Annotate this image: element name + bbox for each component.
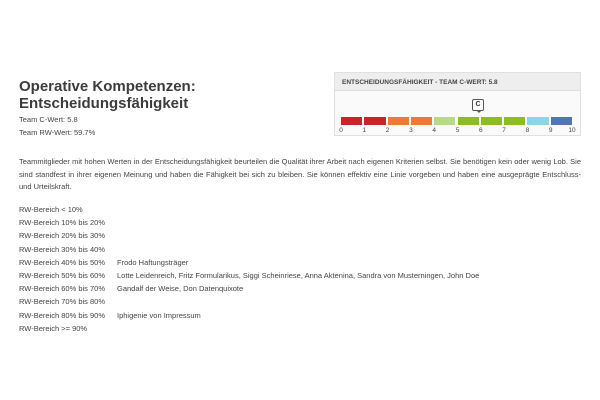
scale-segment: [388, 117, 409, 125]
scale-tick-label: 7: [502, 127, 506, 134]
scale-segment: [458, 117, 479, 125]
scale-tick-label: 10: [568, 127, 576, 134]
range-members: Iphigenie von Impressum: [117, 310, 201, 320]
scale-segment: [481, 117, 502, 125]
team-c-marker-icon: C: [472, 99, 484, 111]
scale-tick-label: 0: [339, 127, 343, 134]
scale-segment: [341, 117, 362, 125]
scale-segment: [527, 117, 548, 125]
range-label: RW-Bereich < 10%: [19, 205, 83, 214]
range-label: RW-Bereich 60% bis 70%: [19, 284, 106, 294]
c-value-scale: [334, 72, 581, 136]
range-label: RW-Bereich 50% bis 60%: [19, 270, 106, 280]
range-members: Frodo Haftungsträger: [117, 257, 189, 267]
range-label: RW-Bereich 80% bis 90%: [19, 310, 106, 320]
scale-tick-label: 6: [478, 127, 483, 134]
scale-segment: [411, 117, 432, 125]
title-line-1: Operative Kompetenzen:: [19, 78, 196, 95]
title-line-2: Entscheidungsfähigkeit: [19, 95, 189, 112]
scale-tick-label: 4: [432, 127, 436, 134]
range-members: Lotte Leidenreich, Fritz Formularikus, Siggi Scheinriese, Anna Aktenina, Sandra von Musterningen, John Doe: [117, 270, 480, 280]
team-values: [19, 114, 95, 139]
range-label: RW-Bereich >= 90%: [19, 323, 88, 333]
scale-tick-label: 5: [455, 127, 460, 134]
range-label: RW-Bereich 70% bis 80%: [19, 297, 106, 307]
range-members: Gandalf der Weise, Don Datenquixote: [117, 284, 244, 294]
scale-segments: [341, 117, 574, 125]
team-c-value: Team C-Wert: 5.8: [19, 115, 78, 124]
scale-tick-label: 3: [409, 127, 413, 134]
scale-tick-label: 1: [362, 127, 367, 134]
scale-tick-label: 9: [548, 127, 553, 134]
scale-segment: [551, 117, 572, 125]
scale-title: ENTSCHEIDUNGSFÄHIGKEIT - TEAM C-WERT: 5.8: [335, 73, 580, 91]
page-title: [19, 78, 196, 112]
range-label: RW-Bereich 20% bis 30%: [19, 231, 106, 241]
scale-segment: [364, 117, 385, 125]
scale-tick-label: 8: [525, 127, 530, 134]
range-label: RW-Bereich 10% bis 20%: [19, 218, 106, 228]
scale-ticks: [341, 127, 574, 135]
scale-segment: [504, 117, 525, 125]
description-text: Teammitglieder mit hohen Werten in der Entscheidungsfähigkeit beurteilen die Qualität ihrer Arbeit nach eigenen Kriterien selbst. Sie benötigen kein oder wenig Lob. Sie sind standfest in ihrer eigenen Meinung und haben die Fähigkeit bei sich zu bleiben. Sie können effektiv eine Linie vorgeben und haben eine ausgeprägte Entschluss- und Urteilskraft.: [19, 157, 581, 191]
team-rw-value: Team RW-Wert: 59.7%: [19, 127, 96, 137]
range-label: RW-Bereich 40% bis 50%: [19, 257, 106, 267]
scale-tick-label: 2: [385, 127, 390, 134]
scale-segment: [434, 117, 455, 125]
range-label: RW-Bereich 30% bis 40%: [19, 244, 106, 254]
